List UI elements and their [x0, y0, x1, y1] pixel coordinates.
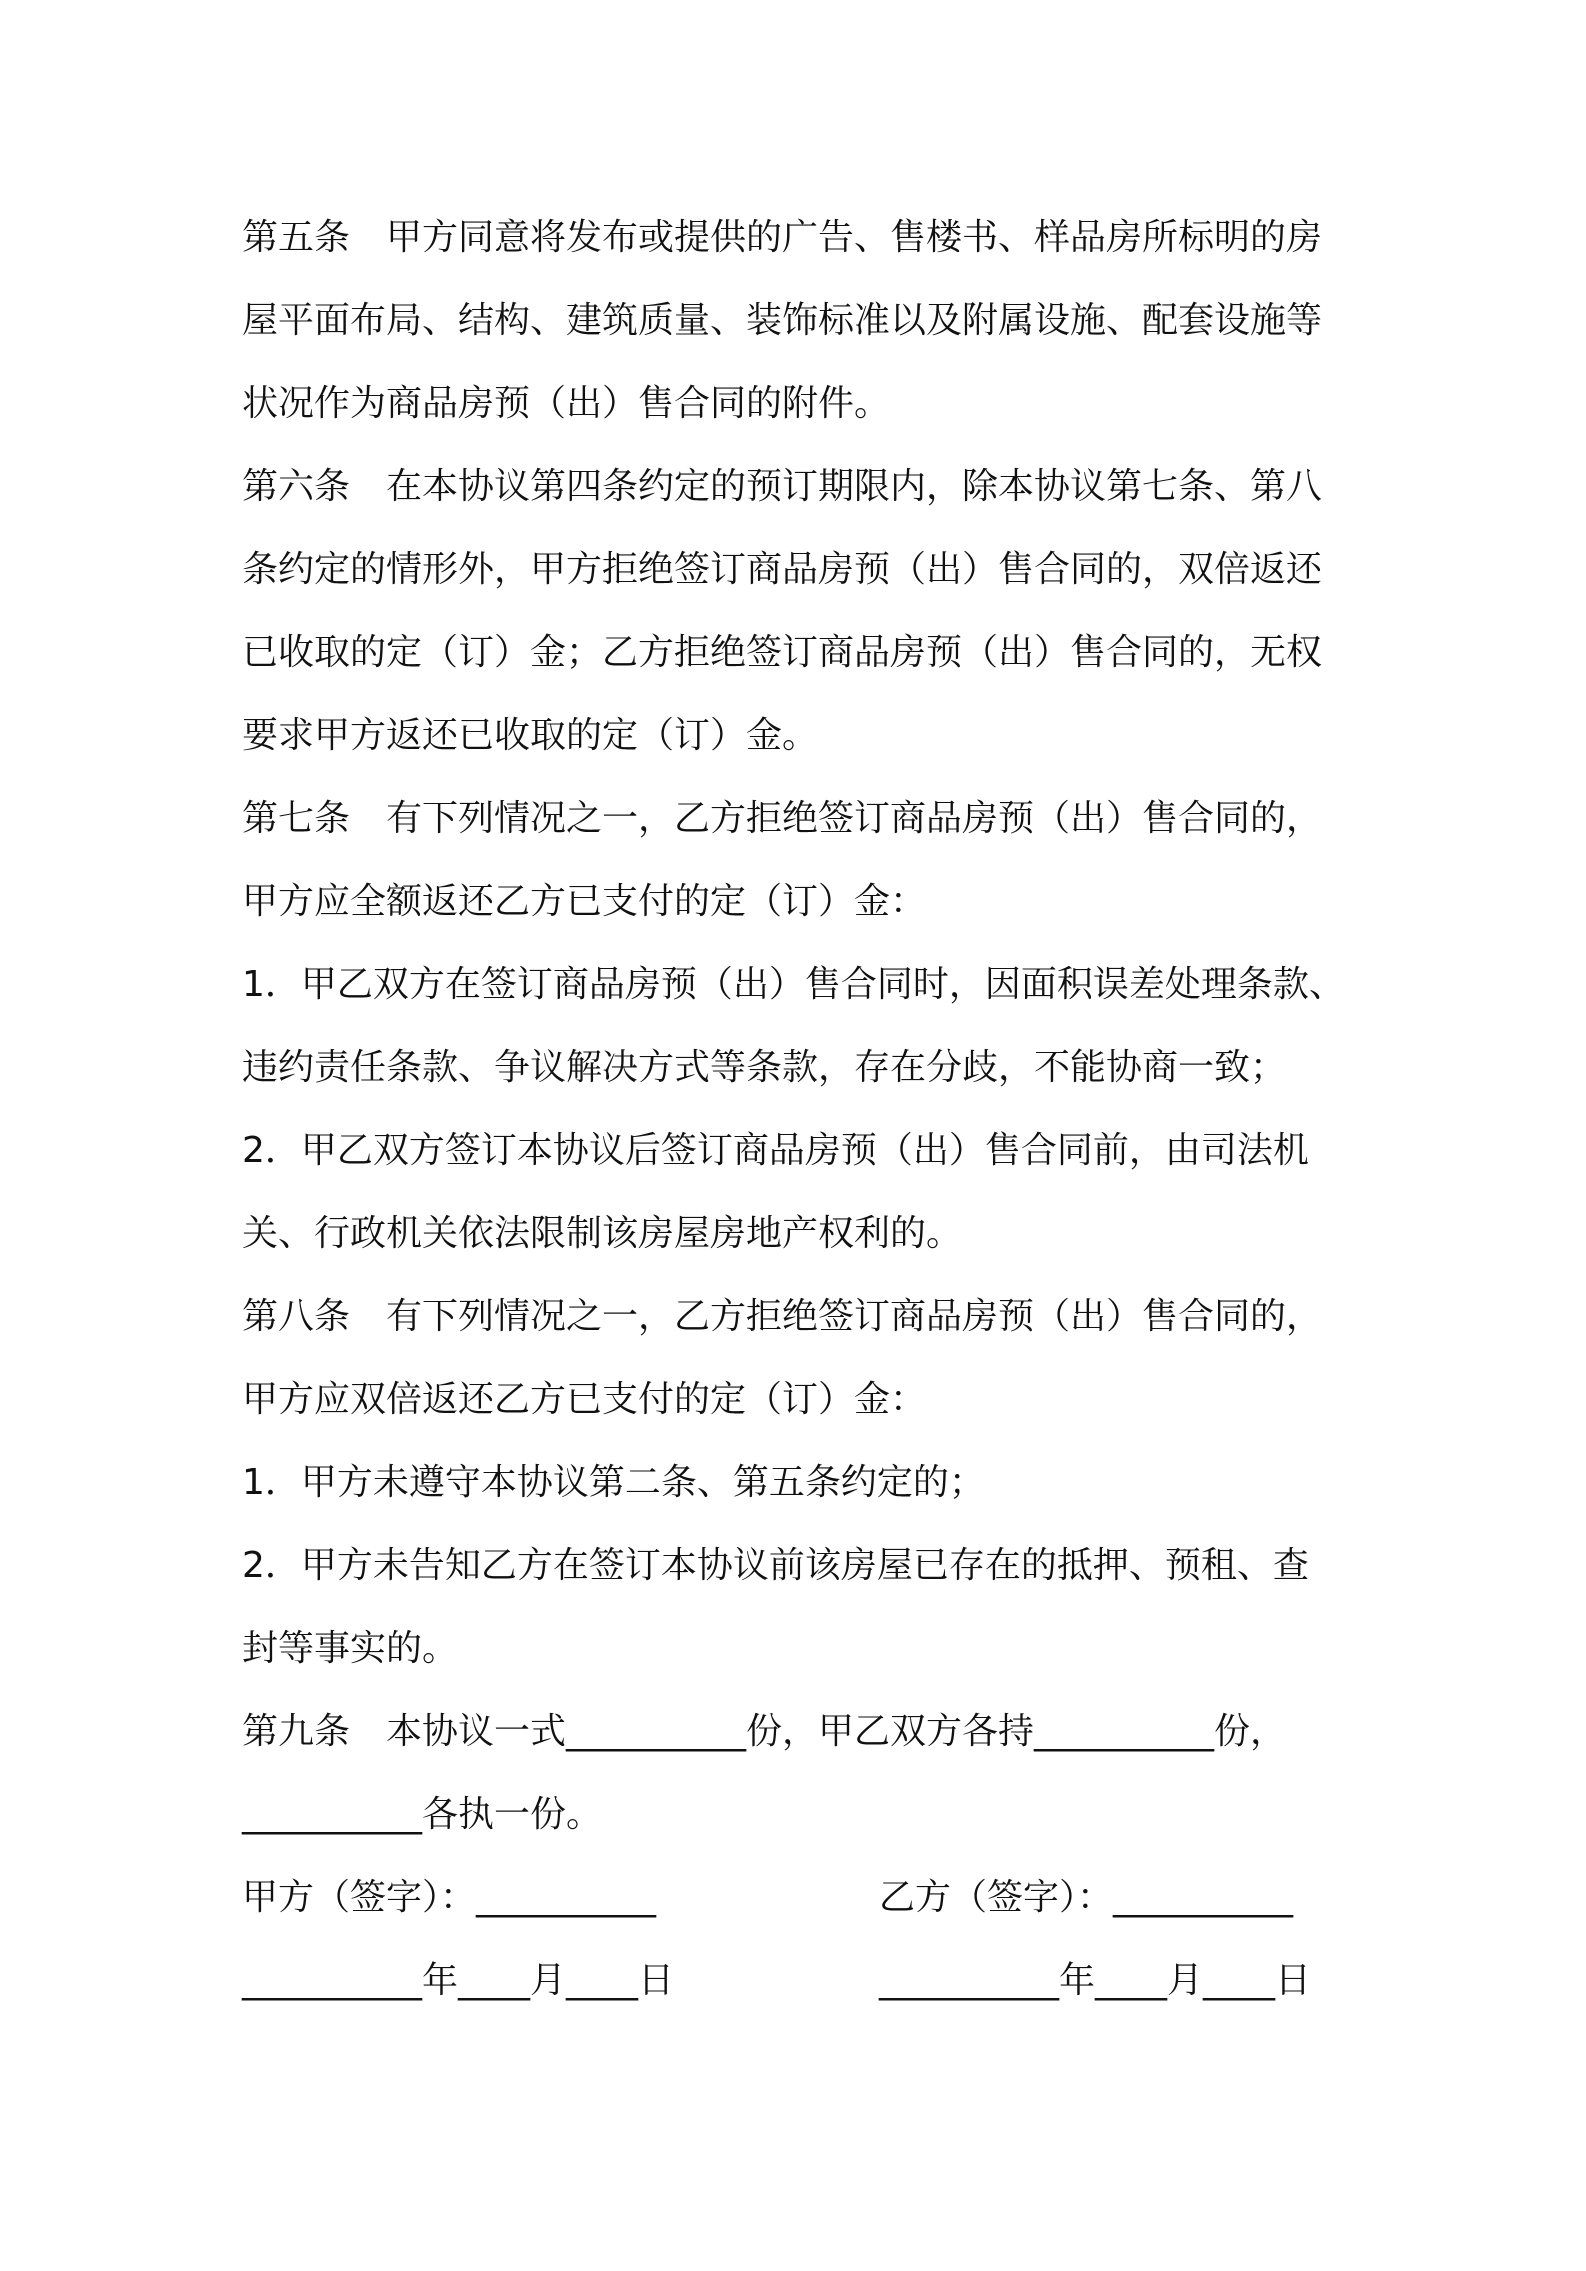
article-6-line-1: 第六条 在本协议第四条约定的预订期限内，除本协议第七条、第八: [242, 466, 1323, 507]
article-9-line-1: 第九条 本协议一式__________份，甲乙双方各持__________份，: [242, 1711, 1287, 1752]
article-8-line-2: 甲方应双倍返还乙方已支付的定（订）金：: [242, 1379, 927, 1420]
party-b-signature: 乙方（签字）：__________: [879, 1877, 1294, 1918]
party-b-date: __________年____月____日: [879, 1960, 1311, 2001]
date-row: [242, 1939, 1362, 2022]
article-6-line-3: 已收取的定（订）金；乙方拒绝签订商品房预（出）售合同的，无权: [242, 632, 1323, 673]
article-8-item-2-line-1: 2．甲方未告知乙方在签订本协议前该房屋已存在的抵押、预租、查: [242, 1545, 1309, 1586]
article-6-line-4: 要求甲方返还已收取的定（订）金。: [242, 715, 819, 756]
article-7-item-2-line-1: 2．甲乙双方签订本协议后签订商品房预（出）售合同前，由司法机: [242, 1130, 1309, 1171]
article-7-item-1-line-1: 1．甲乙双方在签订商品房预（出）售合同时，因面积误差处理条款、: [242, 964, 1345, 1005]
party-a-signature: 甲方（签字）：__________: [242, 1877, 657, 1918]
article-7-item-1-line-2: 违约责任条款、争议解决方式等条款，存在分歧，不能协商一致；: [242, 1047, 1287, 1088]
article-5-line-3: 状况作为商品房预（出）售合同的附件。: [242, 383, 891, 424]
party-a-date: __________年____月____日: [242, 1960, 674, 2001]
contract-page: [242, 196, 1362, 2022]
article-8-line-1: 第八条 有下列情况之一，乙方拒绝签订商品房预（出）售合同的，: [242, 1296, 1323, 1337]
article-9-line-2: __________各执一份。: [242, 1794, 603, 1835]
article-6-line-2: 条约定的情形外，甲方拒绝签订商品房预（出）售合同的，双倍返还: [242, 549, 1323, 590]
article-7-item-2-line-2: 关、行政机关依法限制该房屋房地产权利的。: [242, 1213, 963, 1254]
article-8-item-1: 1．甲方未遵守本协议第二条、第五条约定的；: [242, 1462, 985, 1503]
article-8-item-2-line-2: 封等事实的。: [242, 1628, 459, 1669]
article-7-line-2: 甲方应全额返还乙方已支付的定（订）金：: [242, 881, 927, 922]
signature-row: [242, 1856, 1362, 1939]
article-7-line-1: 第七条 有下列情况之一，乙方拒绝签订商品房预（出）售合同的，: [242, 798, 1323, 839]
article-5-line-2: 屋平面布局、结构、建筑质量、装饰标准以及附属设施、配套设施等: [242, 300, 1323, 341]
article-5-line-1: 第五条 甲方同意将发布或提供的广告、售楼书、样品房所标明的房: [242, 217, 1323, 258]
